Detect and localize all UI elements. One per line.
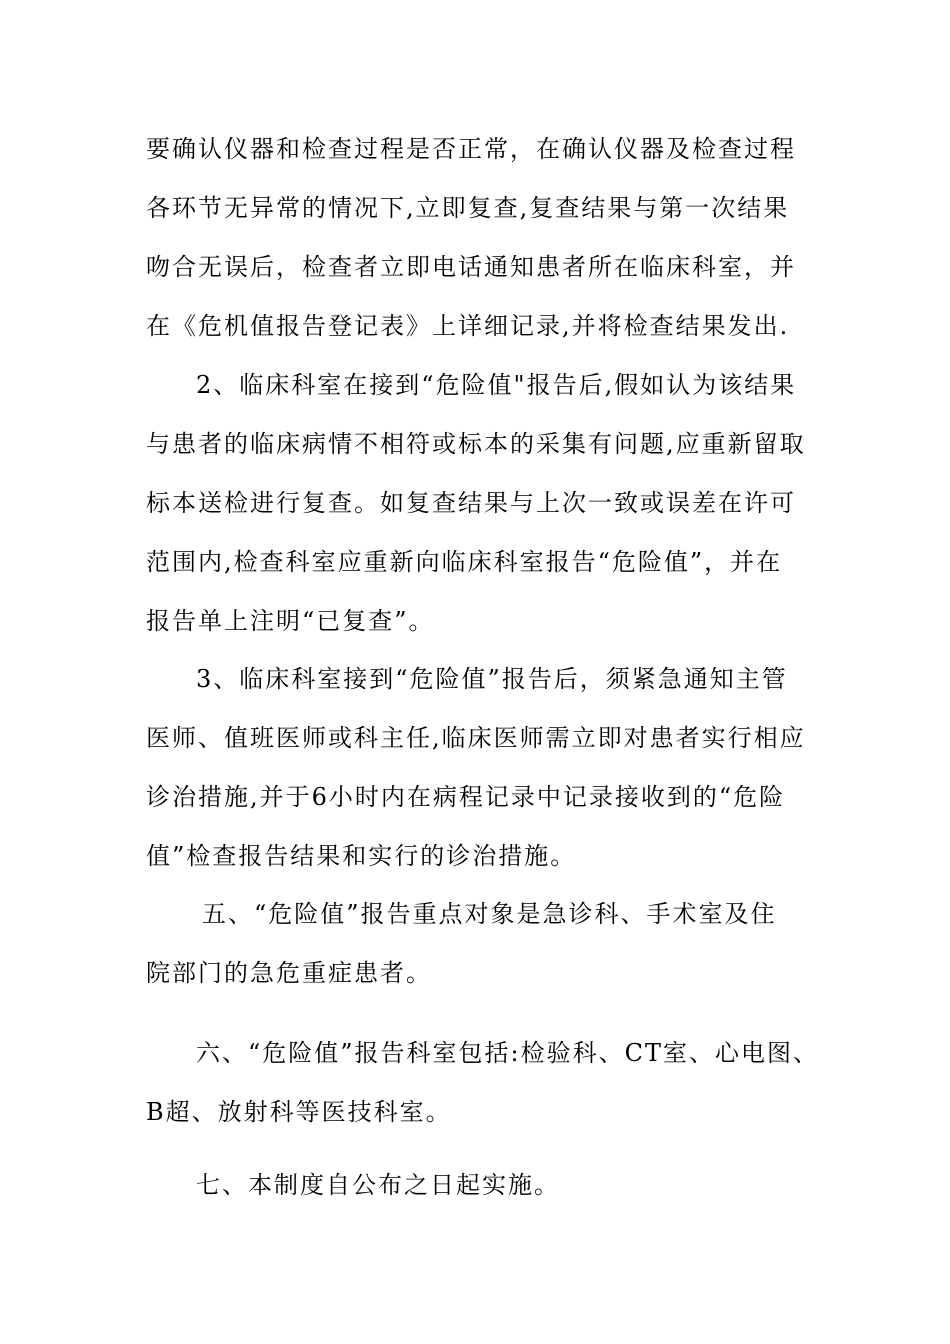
paragraph-section-5 <box>146 899 826 1017</box>
text-line: 标本送检进行复查。如复查结果与上次一致或误差在许可 <box>146 489 796 517</box>
text-line: 3、临床科室接到“危险值”报告后，须紧急通知主管 <box>196 665 788 693</box>
text-line: 医师、值班医师或科主任,临床医师需立即对患者实行相应 <box>146 724 806 752</box>
paragraph-section-6 <box>146 1038 826 1156</box>
text-line: 院部门的急危重症患者。 <box>146 959 432 987</box>
text-line: 要确认仪器和检查过程是否正常，在确认仪器及检查过程 <box>146 135 796 163</box>
text-line: 2、临床科室在接到“危险值"报告后,假如认为该结果 <box>196 371 797 399</box>
text-line: B超、放射科等医技科室。 <box>146 1098 452 1126</box>
paragraph-item-2 <box>146 370 826 665</box>
text-line: 在《危机值报告登记表》上详细记录,并将检查结果发出. <box>146 312 790 340</box>
text-line: 值”检查报告结果和实行的诊治措施。 <box>146 842 577 870</box>
paragraph-continuation <box>146 134 826 370</box>
text-line: 范围内,检查科室应重新向临床科室报告“危险值”，并在 <box>146 548 783 576</box>
text-line: 吻合无误后，检查者立即电话通知患者所在临床科室，并 <box>146 253 796 281</box>
text-line: 报告单上注明“已复查”。 <box>146 607 435 635</box>
text-line: 七、本制度自公布之日起实施。 <box>196 1171 560 1199</box>
text-line: 各环节无异常的情况下,立即复查,复查结果与第一次结果 <box>146 194 790 222</box>
paragraph-item-3 <box>146 664 826 900</box>
paragraph-section-7 <box>146 1170 826 1229</box>
text-line: 诊治措施,并于6小时内在病程记录中记录接收到的“危险 <box>146 783 786 811</box>
text-line: 与患者的临床病情不相符或标本的采集有问题,应重新留取 <box>146 430 806 458</box>
text-line: 五、“危险值”报告重点对象是急诊科、手术室及住 <box>202 900 777 928</box>
text-line: 六、“危险值”报告科室包括:检验科、CT室、心电图、 <box>196 1039 819 1067</box>
